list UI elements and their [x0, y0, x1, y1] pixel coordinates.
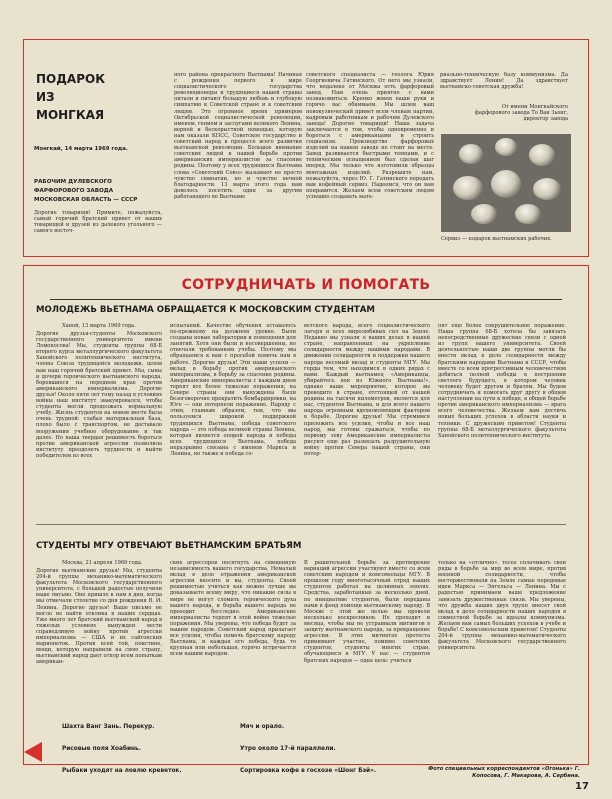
caption-4: Мяч и орало. [240, 724, 285, 730]
top-col1-text: Дорогие товарищи! Примите, пожалуйста, самый горячий братский привет от ваших товарищей и друзей из далекого угольного — самого восточ- [34, 210, 162, 235]
photo-caption: Сервиз — подарок вьетнамских рабочих. [441, 236, 552, 242]
title-line-2: ИЗ [36, 90, 55, 104]
article2-col1: Дорогие вьетнамские друзья! Мы, студенты 204-й группы механико-математического факультета Московского государственного университета, с большой радостью получили ваше письмо. Оно пришло к нам в дни, когда мы отмечали столетие со дня рождения В. И. Ленина. Дорогие друзья! Ваше письмо не могло не найти отклика в наших сердцах. Уже много лет братский вьетнамский народ в тяжелых условиях вынужден вести справедливую войну против агрессии империализма — США и их сайгонских марионеток. Против всей той, поистине, мощи, которую направили на свою страну, вьетнамский народ дает отпор всем попыткам американ- [36, 568, 162, 666]
top-dateline: Монгкай, 14 марта 1969 года. [34, 146, 128, 152]
top-col2-text: ного района прекрасного Вьетнама! Начиная с рождения первого в мире социалистического государства революционеры и трудящиеся нашей страны питали и питают большую любовь и глубокую симпатию к Советской стране и к советским людям. Это огромное время примером Октябрьской социалистической революции, именем, гением и заслугами великого Ленина, верной и бескорыстной помощью, которую нам оказали КПСС, Советское государство и советский народ в процессе всего развития вьетнамской революции. Большое внимание советских людей к нашей борьбе против американских империалистов за спасение родины. Поэтому у всех трудящихся Вьетнама слова «Советский Союз» вызывают не просто чувство симпатии, но и чувство вечной благодарности. 13 марта этого года нам довелось посетить один за другим работающего во Вьетнаме [174, 72, 302, 200]
cup-shape [495, 138, 517, 156]
photo-credit: Фото специальных корреспондентов «Огонька» Г. Копосова, Г. Макарова, А. Сербина. [428, 766, 580, 779]
cup-shape [471, 204, 497, 224]
cup-shape [453, 176, 483, 200]
article1-dateline: Ханой, 13 марта 1969 года. [62, 323, 136, 329]
article1-col1: Дорогие друзья-студенты Московского государственного университета имени Ломоносова! Мы, студенты группы 68-Б второго курса металлургического факультета Ханойского политехнического института, члены Союза трудящейся молодежи, шлем вам наш горячий братский привет. Мы, сыны и дочери героического вьетнамского народа, боровшиеся на переднем крае против американского империализма. Дорогие друзья! Около пяти лет тому назад в условиях войны наш институт эвакуировался, чтобы студенты могли продолжать нормальную учебу. Жизнь студентов на новом месте была очень трудной: слабая материальная база, плохо было с транспортом, не доставало вооружения учебное оборудование и так далее. Но наша твердая решимость бороться против американской агрессии позволила институту преодолеть трудности и выйти победителем из всех [36, 331, 162, 459]
heading-rule [50, 299, 562, 300]
cup-shape [529, 144, 555, 166]
article2-dateline: Москва, 21 апреля 1969 года. [62, 560, 143, 566]
coffee-set-photo [441, 134, 571, 232]
top-recipient: РАБОЧИМ ДУЛЕВСКОГО ФАРФОРОВОГО ЗАВОДА МОСКОВСКАЯ ОБЛАСТЬ — СССР [34, 179, 138, 203]
top-col4-text: риально-техническую базу коммунизма. Да здравствует Ленин! Да здравствует вьетнамско-советская дружба! [440, 72, 568, 91]
article-divider [36, 524, 566, 525]
caption-3: Рыбаки уходят на ловлю креветок. [62, 768, 182, 774]
top-article-title [36, 70, 146, 124]
caption-arrow-icon [24, 742, 42, 762]
article1-col4: пят еще более сокрушительное поражение. Наша группа 68-Б хотела бы завязать непосредственные дружеские связи с одной из групп вашего университета. Своей деятельностью наши две группы могли бы внести вклад в дело солидарности между братскими народами Вьетнама и СССР, чтобы вместе со всем прогрессивным человечеством добиться полной победы в построении светлого будущего, в котором человек человеку будет другом и братом. Мы будем сотрудничать и помогать друг другу в общем наступлении на пути к победе, в общей борьбе против американского империализма — врага всего человечества. Желаем вам достичь новых больших успехов в области науки и техники. С дружеским приветом! Студенты группы 68-Б металлургического факультета Ханойского политехнического института. [438, 323, 566, 439]
article1-col3: ветского народа, всего социалистического лагеря и всех миролюбивых сил на Земле. Недавно мы узнали о ваших делах в нашей стране, направленных на укрепление солидарности между нашими народами. В движении солидарности и поддержки нашего народа весомый вклад и студенты МГУ. Мы горды тем, что находимся в одних рядах с вами. Каждый вьетнамец «Американцы, убирайтесь вон из Южного Вьетнама!», однако ваше мероприятие, которое вы проводите в стране, отстоящей от нашей родины на тысячи километров, является для нас, студентов Вьетнама, и для всего нашего народа огромным вдохновляющим фактором в борьбе. Дорогие друзья! Мы стремимся приложить все усилия, чтобы и все наш народ, мы готовы сражаться, чтобы по первому зову Американские империалисты рисуют еще раз развязать разрушительную войну против Севера нашей страны, они потер- [304, 323, 430, 457]
cup-shape [533, 178, 561, 200]
caption-6: Сортировка кофе в госхозе «Шонг Бэй». [240, 768, 377, 774]
article2-col2: ских агрессоров посягнуть на священную независимость вашего государства. Немалый вклад в дело отражения американской агрессии вносите и вы, студенты. Своей решимостью учиться как можно лучше вы доказываете всему миру, что никакие силы в мире не могут сломить героического духа вашего народа, и борьба вашего народа не проходит бесследно. Американские империалисты терпят в этой войне тяжелые поражения. Мы уверены, что победа будет за вашим народом. Советский народ прилагает все усилия, чтобы помочь братскому народу Вьетнама, и каждая его победа, будь то крупная или небольшая, горячо встречается всем нашим народом. [170, 560, 296, 658]
caption-2: Рисовые поля Хоабинь. [62, 746, 141, 752]
cup-shape [515, 204, 541, 224]
article2-title: СТУДЕНТЫ МГУ ОТВЕЧАЮТ ВЬЕТНАМСКИМ БРАТЬЯМ [36, 541, 302, 551]
caption-1: Шахта Ванг Зань. Перекур. [62, 724, 155, 730]
page-number: 17 [575, 781, 589, 792]
cup-shape [491, 170, 521, 198]
article1-col2: испытаний. Качество обучения оставалось по-прежнему на должном уровне. Были созданы новые лаборатории и помещения для занятий. Хотя они были и несовершенны, но отвечали требованиям учебы. Поэтому мы обращаемся к вам с просьбой помочь нам в работе. Дорогие друзья! Эти наши успехи — вклад в борьбу против американского империализма, в борьбу за спасение родины. Американские империалисты с каждым днем терпят все более тяжелые поражения; на Севере страны они вынуждены были безоговорочно прекратить бомбардировки, на Юге — они потерпели поражение. Наряду с этим, главным образом, тем, что мы пользуемся широкой поддержкой трудящихся Вьетнама, победа советского народа — это победа великой страны Ленина, которая является опорой народа и победы всех трудящихся Вьетнама, победа неразрывно связана с именем Маркса и Ленина, но также и победа со- [170, 323, 296, 457]
title-line-1: ПОДАРОК [36, 72, 106, 86]
caption-5: Утро около 17-й параллели. [240, 746, 336, 752]
article2-col3: В решительной борьбе за претворение вариаций агрессии участвуют вместе со всем советским народом и комсомольцы МГУ. В прошлом году многотысячный отряд наших студентов работал на целинных землях. Средства, заработанные за несколько дней, по инициативе студентов, были переданы нами в фонд помощи вьетнамскому народу. В Москве с этой же целью мы провели несколько воскресников. Не проходит и месяца, чтобы мы не устраивали митингов в защиту вьетнамского народа, за прекращение агрессии. В этих митингах протеста принимают участие, помимо советских студентов, студенты многих стран, обучающиеся в МГУ. У нас — студентов братских народов — одна цель: учиться [304, 560, 430, 664]
title-line-3: МОНГКАЯ [36, 108, 105, 122]
top-col3-text: советского специалиста — геолога Юрия Георгиевича Гатинского. От него мы узнали, что недалеко от Москвы есть фарфоровый завод. Нам очень приятно с вами познакомиться. Крепко жмем ваши руки и горячо вас обнимаем. Мы шлем ваш новокузнеческий привет всем членам партии, кадровым работникам и рабочим Дулевского завода! Дорогие товарищи! Наша задача заключается в том, чтобы одновременно и бороться с американцами и строить социализм. Производство фарфоровых изделий на нашем заводе не стоит на месте. Завод развивается быстрыми темпами, и с техническим оснащением был сделан шаг вперед. Мы только что изготовили образцы монтажных изделий. Разрешите нам, пожалуйста, через Ю. Г. Гатинского передать вам кофейный сервиз. Надеемся, что он вам понравится. Желаем всем советским людям успешно создавать мате- [306, 72, 434, 200]
cup-shape [459, 144, 483, 164]
section-heading: СОТРУДНИЧАТЬ И ПОМОГАТЬ [181, 277, 431, 293]
article1-title: МОЛОДЕЖЬ ВЬЕТНАМА ОБРАЩАЕТСЯ К МОСКОВСКИМ СТУДЕНТАМ [36, 305, 375, 315]
article2-col4: только на «отлично», тесее сплачивать свои ряды в борьбе за мир во всем мире, против военной солидарности, чтобы восторжествовали на Земле самые передовые идеи Маркса — Энгельса — Ленина. Мы с радостью принимаем ваше предложение завязать дружественные связи. Мы уверены, что дружба наших двух групп внесет свой вклад в дело солидарности наших народов в совместной борьбе за идеалы коммунизма. Желаем вам самых больших успехов в учебе и борьбе! С комсомольским приветом! Студенты 204-й группы механико-математического факультета Московского государственного университета [438, 560, 566, 652]
top-signature: От имени Монгкайского фарфорового завода То Ван Зьонг, директор завода [474, 104, 568, 123]
